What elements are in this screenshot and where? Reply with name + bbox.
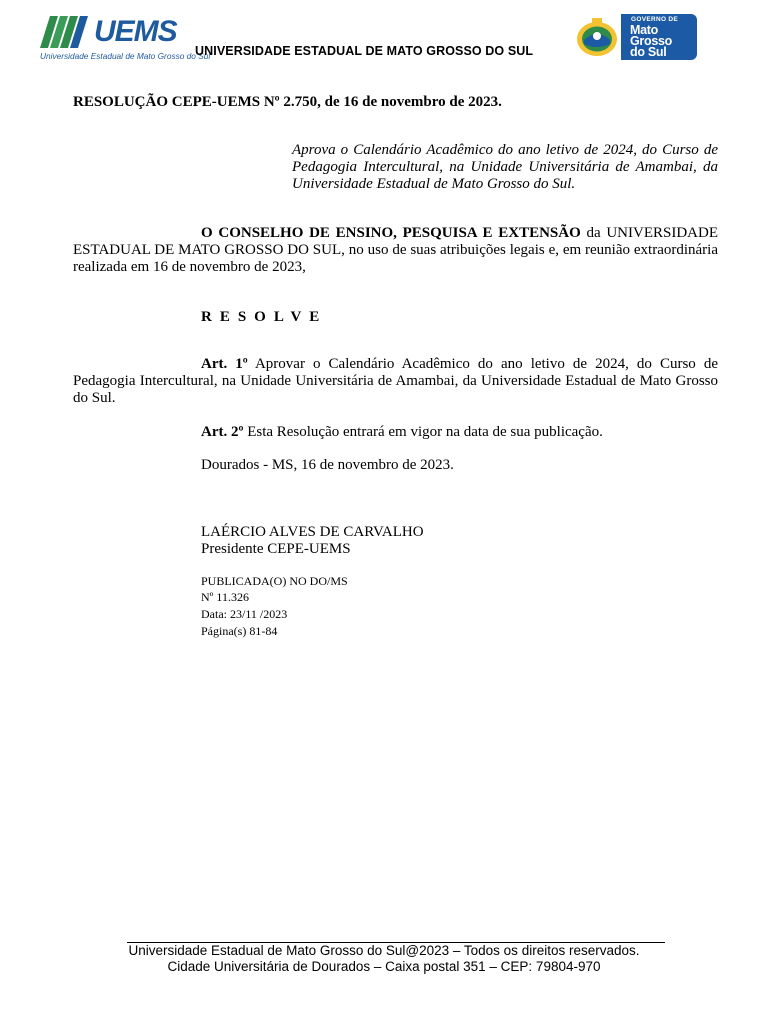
footer-line-2: Cidade Universitária de Dourados – Caixa postal 351 – CEP: 79804-970: [167, 959, 601, 974]
resolution-ementa: Aprova o Calendário Acadêmico do ano letivo de 2024, do Curso de Pedagogia Intercultural, na Unidade Universitária de Amambai, da Universidade Estadual de Mato Grosso do Sul.: [292, 142, 718, 192]
state-crest-icon: [571, 14, 623, 60]
article-1-label: Art. 1º: [201, 356, 248, 372]
preamble-bold: O CONSELHO DE ENSINO, PESQUISA E EXTENSÃO: [201, 225, 581, 241]
preamble-text: da UNIVERSIDADE ESTADUAL DE MATO GROSSO DO SUL, no uso de suas atribuições legais e, em reunião extraordinária realizada em 16 de novembro de 2023,: [73, 225, 718, 275]
article-2: [201, 424, 603, 441]
gov-logo-line3: Grosso: [630, 34, 672, 48]
gov-logo-line2: Mato: [630, 23, 658, 37]
preamble-paragraph: [73, 225, 718, 276]
gov-logo-line4: do Sul: [630, 45, 667, 59]
signatory-role: Presidente CEPE-UEMS: [201, 541, 351, 557]
article-1: [73, 356, 718, 407]
uems-logo-mark-icon: [40, 14, 96, 48]
gov-logo-line1: GOVERNO DE: [631, 16, 679, 23]
publication-date: Data: 23/11 /2023: [201, 607, 288, 621]
publication-number: Nº 11.326: [201, 590, 249, 604]
resolution-title: RESOLUÇÃO CEPE-UEMS Nº 2.750, de 16 de novembro de 2023.: [73, 94, 502, 110]
resolve-heading: RESOLVE: [201, 309, 328, 325]
uems-wordmark: UEMS: [94, 15, 177, 48]
uems-subtitle: Universidade Estadual de Mato Grosso do Sul: [40, 51, 211, 61]
article-2-label: Art. 2º: [201, 424, 244, 440]
article-2-text: Esta Resolução entrará em vigor na data de sua publicação.: [243, 424, 603, 440]
publication-line: PUBLICADA(O) NO DO/MS: [201, 574, 348, 588]
university-header-title: UNIVERSIDADE ESTADUAL DE MATO GROSSO DO SUL: [195, 44, 534, 58]
place-date: Dourados - MS, 16 de novembro de 2023.: [201, 457, 454, 473]
footer-line-1: Universidade Estadual de Mato Grosso do Sul@2023 – Todos os direitos reservados.: [128, 943, 640, 958]
article-1-text: Aprovar o Calendário Acadêmico do ano letivo de 2024, do Curso de Pedagogia Intercultural, na Unidade Universitária de Amambai, da Universidade Estadual de Mato Grosso do Sul.: [73, 356, 719, 406]
signatory-name: LAÉRCIO ALVES DE CARVALHO: [201, 524, 424, 540]
government-logo-panel: [621, 14, 697, 60]
publication-pages: Página(s) 81-84: [201, 624, 278, 638]
uems-logo: [40, 14, 211, 64]
government-logo: [571, 14, 697, 60]
